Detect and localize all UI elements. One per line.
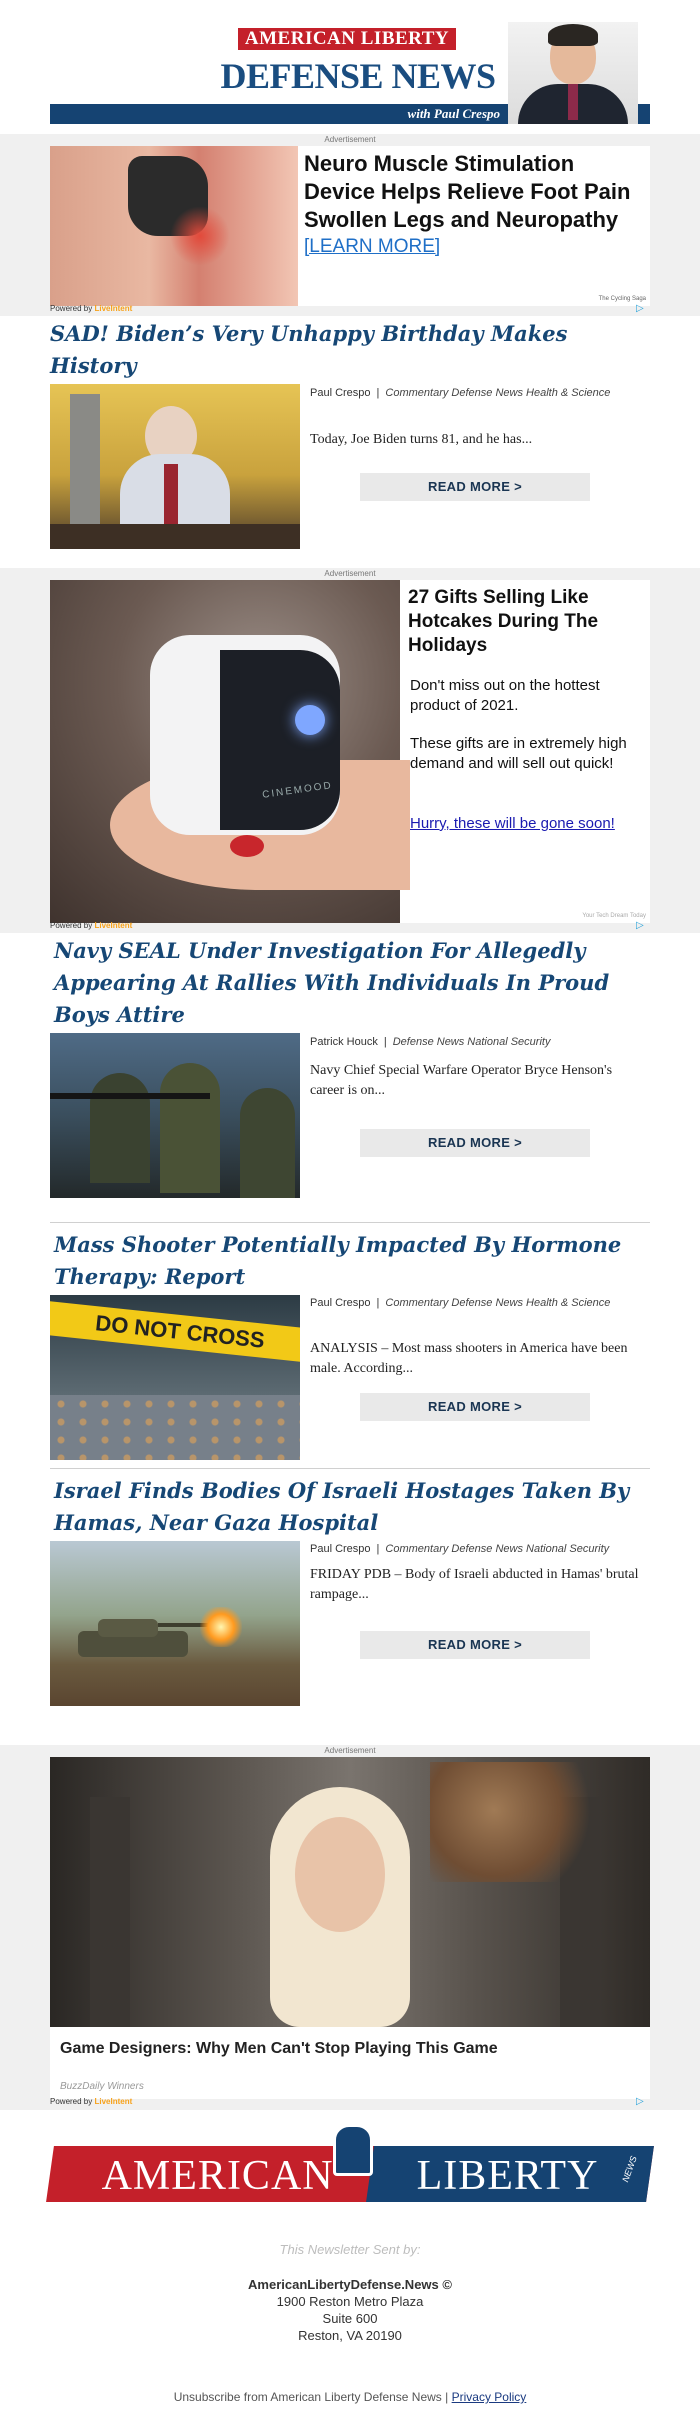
article-title[interactable]: Israel Finds Bodies Of Israeli Hostages Taken By Hamas, Near Gaza Hospital xyxy=(54,1478,630,1535)
article-image[interactable] xyxy=(50,384,300,549)
liveintent-logo: LiveIntent xyxy=(94,304,133,313)
ad-image[interactable] xyxy=(50,1757,650,2027)
ad-source: BuzzDaily Winners xyxy=(60,2081,144,2092)
unsubscribe-row: Unsubscribe from American Liberty Defense News | Privacy Policy xyxy=(173,2390,527,2404)
article-author[interactable]: Paul Crespo xyxy=(310,387,371,399)
article-category[interactable]: Commentary Defense News Health & Science xyxy=(385,1297,611,1309)
divider xyxy=(50,1468,650,1469)
ad-headline[interactable]: 27 Gifts Selling Like Hotcakes During The Holidays xyxy=(408,587,599,656)
adchoices-icon[interactable]: ▷ xyxy=(636,920,644,931)
ad-source: The Cycling Saga xyxy=(598,296,646,302)
article-title[interactable]: Navy SEAL Under Investigation For Allegedly Appearing At Rallies With Individuals In Proud Boys Attire xyxy=(54,938,610,1027)
article-2 xyxy=(54,935,654,1150)
ad-block-2 xyxy=(0,568,700,933)
article-author[interactable]: Paul Crespo xyxy=(310,1297,371,1309)
host-photo xyxy=(508,22,638,124)
ad-cta-link[interactable]: Hurry, these will be gone soon! xyxy=(410,815,615,832)
article-excerpt: Today, Joe Biden turns 81, and he has... xyxy=(310,432,533,447)
footer-logo-left: AMERICAN xyxy=(101,2153,334,2199)
article-category[interactable]: Commentary Defense News Health & Science xyxy=(385,387,611,399)
brand-top: AMERICAN LIBERTY xyxy=(238,28,456,50)
article-image[interactable] xyxy=(50,1295,300,1460)
article-category[interactable]: Defense News National Security xyxy=(392,1036,551,1048)
article-section-1 xyxy=(0,316,700,568)
ad-label: Advertisement xyxy=(324,569,376,578)
read-more-button[interactable]: READ MORE > xyxy=(360,1393,590,1421)
powered-by[interactable]: Powered by LiveIntent xyxy=(50,921,133,930)
newsletter-header xyxy=(0,0,700,134)
article-meta: Paul Crespo | Commentary Defense News Health & Science xyxy=(310,1297,611,1309)
caution-tape: DO NOT CROSS xyxy=(50,1300,300,1363)
footer-logo-right: LIBERTY xyxy=(416,2153,599,2199)
liveintent-logo: LiveIntent xyxy=(94,2097,133,2106)
adchoices-icon[interactable]: ▷ xyxy=(636,303,644,314)
address-line-3: Reston, VA 20190 xyxy=(298,2328,402,2343)
liveintent-logo: LiveIntent xyxy=(94,921,133,930)
ad-label: Advertisement xyxy=(324,135,376,144)
article-category[interactable]: Commentary Defense News National Security xyxy=(385,1543,610,1555)
address-line-2: Suite 600 xyxy=(322,2311,378,2326)
ad-paragraph-2: These gifts are in extremely high demand and will sell out quick! xyxy=(410,735,627,772)
ad-paragraph-1: Don't miss out on the hottest product of 2021. xyxy=(410,677,600,714)
host-tagline: with Paul Crespo xyxy=(407,106,500,121)
article-author[interactable]: Paul Crespo xyxy=(310,1543,371,1555)
ad-card[interactable] xyxy=(50,146,650,306)
address-block xyxy=(0,2276,700,2344)
adchoices-icon[interactable]: ▷ xyxy=(636,2096,644,2107)
ad-headline[interactable]: Game Designers: Why Men Can't Stop Playing This Game xyxy=(60,2040,498,2057)
article-excerpt: ANALYSIS – Most mass shooters in America have been male. According... xyxy=(310,1341,628,1376)
read-more-button[interactable]: READ MORE > xyxy=(360,1631,590,1659)
article-1 xyxy=(50,316,650,494)
article-meta: Patrick Houck | Defense News National Security xyxy=(310,1036,551,1048)
read-more-button[interactable]: READ MORE > xyxy=(360,1129,590,1157)
address-line-1: 1900 Reston Metro Plaza xyxy=(276,2294,424,2309)
ad-card[interactable] xyxy=(50,580,650,923)
org-name: AmericanLibertyDefense.News © xyxy=(248,2277,452,2292)
article-meta: Paul Crespo | Commentary Defense News Health & Science xyxy=(310,387,611,399)
divider xyxy=(50,1222,650,1223)
newsletter-footer xyxy=(0,2110,700,2423)
product-label: CINEMOOD xyxy=(261,780,334,801)
sent-by-label: This Newsletter Sent by: xyxy=(279,2242,421,2257)
article-image[interactable] xyxy=(50,1541,300,1706)
powered-by[interactable]: Powered by LiveIntent xyxy=(50,304,133,313)
article-meta: Paul Crespo | Commentary Defense News National Security xyxy=(310,1543,610,1555)
article-3 xyxy=(54,1229,654,1414)
unsubscribe-link[interactable]: Unsubscribe from American Liberty Defense News xyxy=(173,2390,442,2404)
article-author[interactable]: Patrick Houck xyxy=(310,1036,378,1048)
ad-image[interactable] xyxy=(50,146,298,306)
ad-label: Advertisement xyxy=(324,1746,376,1755)
article-title[interactable]: Mass Shooter Potentially Impacted By Hormone Therapy: Report xyxy=(54,1232,622,1289)
article-image[interactable] xyxy=(50,1033,300,1198)
privacy-policy-link[interactable]: Privacy Policy xyxy=(451,2390,527,2404)
ad-card[interactable] xyxy=(50,1757,650,2099)
article-excerpt: Navy Chief Special Warfare Operator Bryce Henson's career is on... xyxy=(310,1063,613,1098)
powered-by[interactable]: Powered by LiveIntent xyxy=(50,2097,133,2106)
footer-logo-tag: NEWS xyxy=(620,2154,639,2184)
masthead[interactable] xyxy=(50,20,650,124)
ad-block-1 xyxy=(0,134,700,316)
read-more-button[interactable]: READ MORE > xyxy=(360,473,590,501)
footer-logo[interactable] xyxy=(50,2124,650,2204)
ad-image[interactable] xyxy=(50,580,400,923)
article-4 xyxy=(54,1475,654,1652)
ad-headline[interactable]: Neuro Muscle Stimulation Device Helps Relieve Foot Pain Swollen Legs and Neuropathy xyxy=(304,151,631,232)
ad-source: Your Tech Dream Today xyxy=(582,913,646,919)
article-section-2 xyxy=(0,933,700,1745)
article-title[interactable]: SAD! Biden’s Very Unhappy Birthday Makes History xyxy=(50,321,568,378)
brand-title: DEFENSE NEWS xyxy=(220,56,496,96)
article-excerpt: FRIDAY PDB – Body of Israeli abducted in Hamas' brutal rampage... xyxy=(310,1567,639,1602)
ad-cta-link[interactable]: [LEARN MORE] xyxy=(304,236,441,257)
ad-block-3 xyxy=(0,1745,700,2110)
